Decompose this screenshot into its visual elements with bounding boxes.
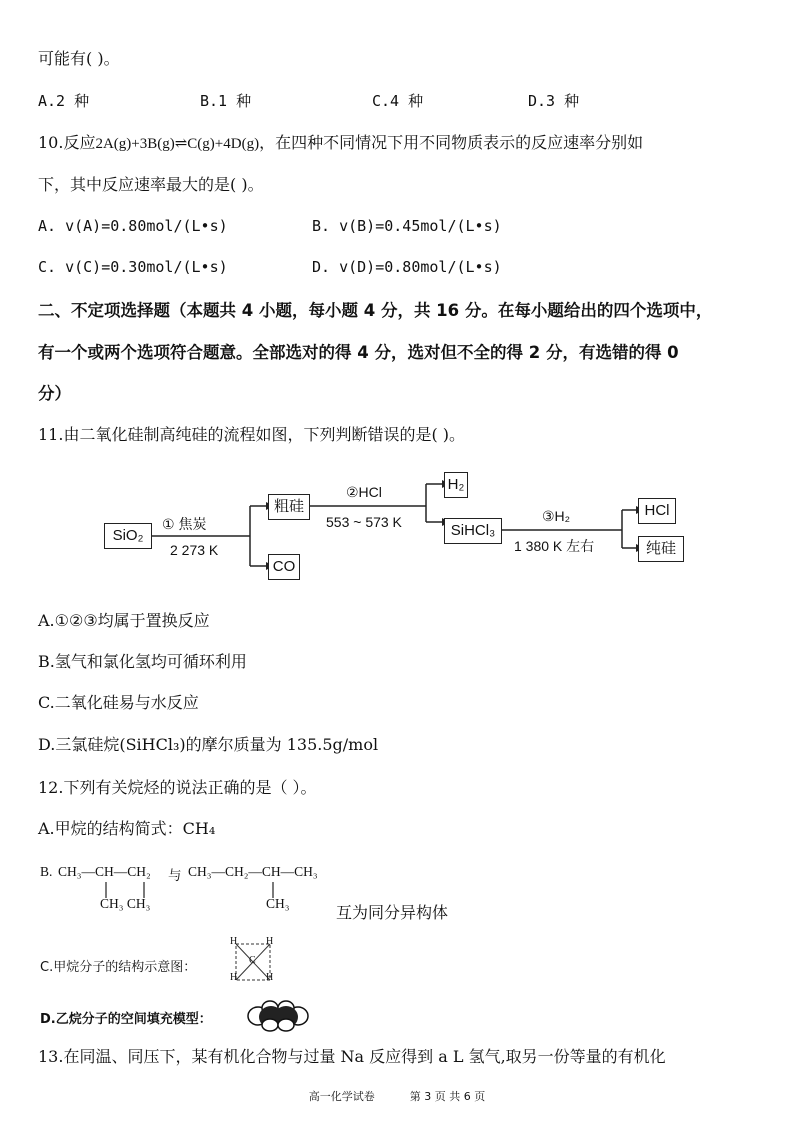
crude-si-box: 粗硅 (268, 494, 310, 520)
q13-stem: 13.在同温、同压下，某有机化合物与过量 Na 反应得到 a L 氢气,取另一份等量的有机化 (38, 1047, 666, 1066)
isomer-connector: 与 (168, 868, 182, 883)
q12-option-d-label: D.乙烷分子的空间填充模型： (40, 1012, 212, 1027)
q10-stem-rest: ，在四种不同情况下用不同物质表示的反应速率分别如 (259, 133, 644, 152)
q10-option-c: C. v(C)=0.30mol/(L•s) (38, 258, 228, 276)
ethane-space-filling-model (246, 1000, 310, 1032)
step1-reagent-label: ① 焦炭 (162, 516, 207, 532)
sihcl3-box: SiHCl₃ (444, 518, 502, 544)
q9-option-a: A.2 种 (38, 92, 90, 110)
molecule1-branches: CH₃ CH₃ (100, 896, 151, 911)
pure-si-box: 纯硅 (638, 536, 684, 562)
q10-option-d: D. v(D)=0.80mol/(L•s) (312, 258, 502, 276)
q10-stem (38, 132, 643, 155)
molecule2-main-chain: CH₃—CH₂—CH—CH₃ (188, 864, 318, 879)
molecule1-bonds (100, 880, 160, 900)
co-box: CO (268, 554, 300, 580)
section2-heading-line3: 分） (38, 384, 71, 403)
q12-stem: 12.下列有关烷烃的说法正确的是（ ）。 (38, 778, 317, 797)
methane-h-bottom-right: H (266, 972, 274, 983)
step3-reagent-label: ③H₂ (542, 508, 571, 524)
molecule1-main-chain: CH₃—CH—CH₂ (58, 864, 151, 879)
q12-option-b-label: B. (40, 864, 53, 879)
methane-h-top-left: H (230, 936, 238, 947)
q12-option-b-tail: 互为同分异构体 (336, 903, 449, 922)
step2-condition-label: 553 ~ 573 K (326, 514, 402, 530)
h2-box: H₂ (444, 472, 468, 498)
methane-h-bottom-left: H (230, 972, 238, 983)
q9-option-b: B.1 种 (200, 92, 252, 110)
q11-option-c: C.二氧化硅易与水反应 (38, 693, 199, 712)
step2-reagent-label: ②HCl (346, 484, 382, 500)
methane-c-center: C (249, 955, 256, 966)
footer-page-number: 第 3 页 共 6 页 (409, 1090, 486, 1103)
section2-heading-line2: 有一个或两个选项符合题意。全部选对的得 4 分，选对但不全的得 2 分，有选错的得 0 (38, 343, 679, 362)
q9-option-d: D.3 种 (528, 92, 580, 110)
q10-equation: 2A(g)+3B(g)⇌C(g)+4D(g) (95, 136, 260, 152)
q12-option-a: A.甲烷的结构简式：CH₄ (38, 819, 216, 838)
q10-option-a: A. v(A)=0.80mol/(L•s) (38, 217, 228, 235)
q9-stem-tail: 可能有( )。 (38, 49, 120, 68)
q11-flow-diagram (100, 470, 700, 588)
methane-h-top-right: H (266, 936, 274, 947)
molecule2-branch: CH₃ (266, 896, 290, 911)
footer-subject: 高一化学试卷 (308, 1090, 375, 1103)
q10-option-b: B. v(B)=0.45mol/(L•s) (312, 217, 502, 235)
step1-condition-label: 2 273 K (170, 542, 219, 558)
q11-option-b: B.氢气和氯化氢均可循环利用 (38, 652, 247, 671)
q10-prefix: 10.反应 (38, 133, 96, 152)
q10-stem-line2: 下，其中反应速率最大的是( )。 (38, 175, 264, 194)
page-footer (0, 1088, 794, 1104)
q11-option-a: A.①②③均属于置换反应 (38, 611, 210, 630)
sio2-box: SiO₂ (104, 523, 152, 549)
q9-option-c: C.4 种 (372, 92, 424, 110)
section2-heading-line1: 二、不定项选择题（本题共 4 小题，每小题 4 分，共 16 分。在每小题给出的四个选项中， (38, 301, 713, 320)
q12-option-c-label: C.甲烷分子的结构示意图： (40, 960, 197, 975)
q11-option-d: D.三氯硅烷(SiHCl₃)的摩尔质量为 135.5g/mol (38, 735, 379, 754)
step3-condition-label: 1 380 K 左右 (514, 538, 595, 554)
hcl-box: HCl (638, 498, 676, 524)
q11-stem: 11.由二氧化硅制高纯硅的流程如图，下列判断错误的是( )。 (38, 425, 466, 444)
